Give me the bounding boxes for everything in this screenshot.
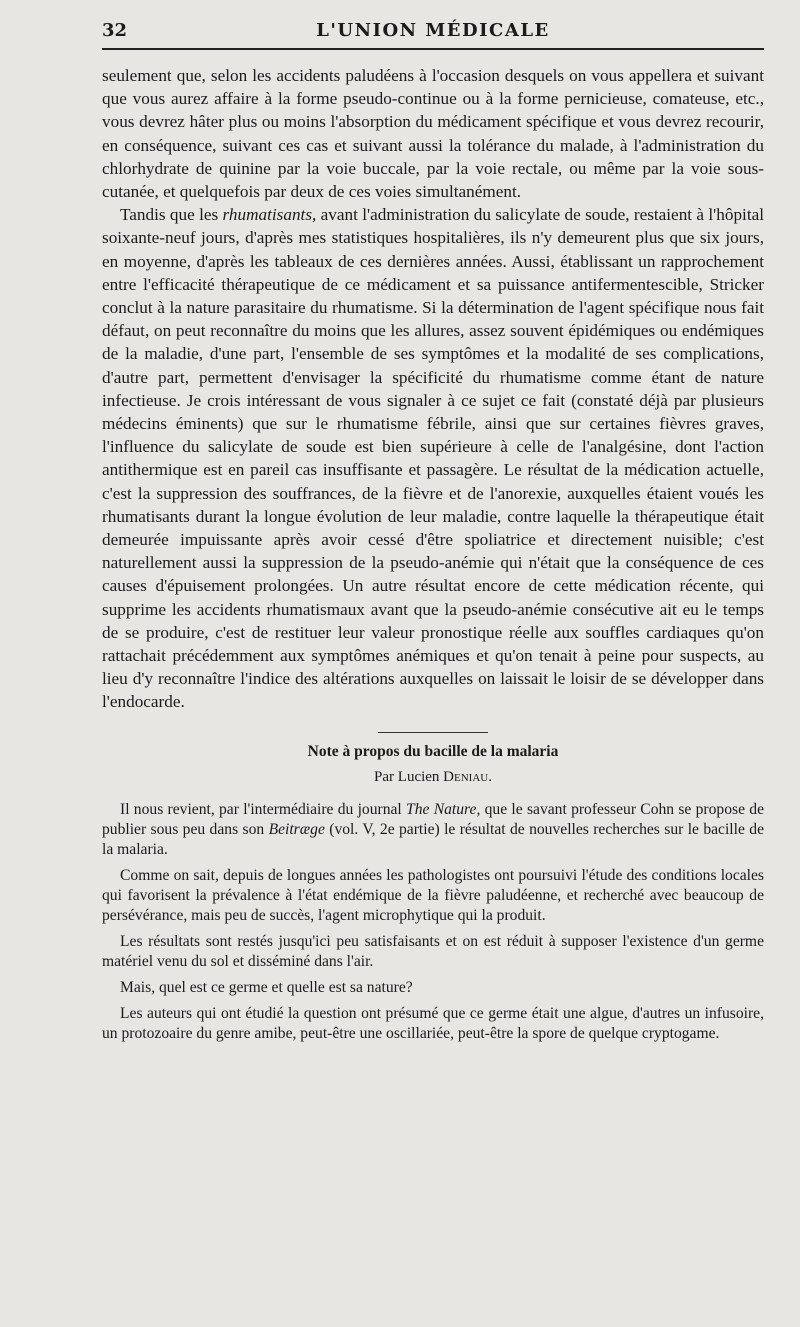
article-body xyxy=(102,64,764,714)
paragraph-text: Comme on sait, depuis de longues années les pathologistes ont poursuivi l'étude des conditions locales qui favorisent la prévalence à l'état endémique de la fièvre paludéenne, et recherché avec beaucoup de persévérance, mais peu de succès, l'agent microphytique qui la produit. xyxy=(102,866,764,924)
note-paragraph-4 xyxy=(102,978,764,998)
article-paragraph-2 xyxy=(102,203,764,713)
article-paragraph-1 xyxy=(102,64,764,203)
author-line xyxy=(102,769,764,786)
note-body xyxy=(102,800,764,1044)
note-paragraph-2 xyxy=(102,866,764,926)
note-paragraph-1 xyxy=(102,800,764,860)
emphasis-the-nature: The Nature, xyxy=(406,800,481,818)
emphasis-beitraege: Beitræge xyxy=(268,820,325,838)
page-number: 32 xyxy=(102,20,128,41)
header-rule xyxy=(102,48,764,50)
section-divider xyxy=(378,732,488,733)
journal-title: L'UNION MÉDICALE xyxy=(316,20,550,41)
paragraph-text: Les résultats sont restés jusqu'ici peu satisfaisants et on est réduit à supposer l'existence d'un germe matériel venu du sol et disséminé dans l'air. xyxy=(102,932,764,970)
running-head xyxy=(102,16,764,46)
note-paragraph-3 xyxy=(102,932,764,972)
paragraph-text: Il nous revient, par l'intermédiaire du journal xyxy=(120,800,407,818)
paragraph-text: avant l'administration du salicylate de soude, restaient à l'hôpital soixante-neuf jours, d'après mes statistiques hospitalières, ils n'y demeurent plus que six jours, en moyenne, d'après les tableaux de ces dernières années. Aussi, établissant un rapprochement entre l'efficacité thérapeutique de ce médicament et sa puissance antifermentescible, Stricker conclut à la nature parasitaire du rhumatisme. Si la détermination de l'agent spécifique nous fait défaut, on peut reconnaître du moins que les allures, assez souvent épidémiques ou endémiques de la maladie, d'une part, l'ensemble de ses symptômes et la modalité de ses complications, d'autre part, permettent d'envisager la spécificité du rhumatisme comme étant de nature infectieuse. Je crois intéressant de vous signaler à ce sujet ce fait (constaté déjà par plusieurs médecins éminents) que sur le rhumatisme fébrile, ainsi que sur certaines fièvres graves, l'influence du salicylate de soude est bien supérieure à celle de l'analgésine, dont l'action antithermique est en pareil cas insuffisante et passagère. Le résultat de la médication actuelle, c'est la suppression des souffrances, de la fièvre et de l'anorexie, auxquelles étaient voués les rhumatisants durant la longue évolution de leur maladie, contre laquelle la thérapeutique était demeurée impuissante après avoir cessé d'être spoliatrice et directement nuisible; c'est naturellement aussi la suppression de la pseudo-anémie qui n'était que la conséquence de ces causes d'épuisement prolongées. Un autre résultat encore de cette médication récente, qui supprime les accidents rhumatismaux avant que la pseudo-anémie consécutive ait eu le temps de se produire, c'est de restituer leur valeur pronostique réelle aux souffles cardiaques qu'on rattachait précédemment aux symptômes anémiques et qu'on tenait à peine pour suspects, au lieu d'y reconnaître l'indice des altérations auxquelles on laissait le loisir de se développer dans l'endocarde. xyxy=(102,205,764,712)
note-paragraph-5 xyxy=(102,1004,764,1044)
paragraph-text: que le savant professeur Cohn se propose de publier sous peu dans son xyxy=(102,800,764,838)
author-name: Deniau. xyxy=(443,768,492,785)
paragraph-text: Mais, quel est ce germe et quelle est sa nature? xyxy=(120,978,413,996)
paragraph-text: (vol. V, 2e partie) le résultat de nouvelles recherches sur le bacille de la malaria. xyxy=(102,820,764,858)
author-prefix: Par Lucien xyxy=(374,768,444,785)
note-title: Note à propos du bacille de la malaria xyxy=(307,742,559,760)
paragraph-text: Tandis que les xyxy=(120,205,223,225)
paragraph-text: seulement que, selon les accidents paludéens à l'occasion desquels on vous appellera et suivant que vous aurez affaire à la forme pseudo-continue ou à la forme pernicieuse, comateuse, etc., vous devrez hâter plus ou moins l'absorption du médicament spécifique et vous devrez recourir, en conséquence, suivant ces cas et suivant aussi la tolérance du malade, à l'administration du chlorhydrate de quinine par la voie buccale, par la voie rectale, ou même par la voie sous-cutanée, et quelquefois par deux de ces voies simultanément. xyxy=(102,66,764,202)
emphasis-rhumatisants: rhumatisants, xyxy=(222,205,317,225)
paragraph-text: Les auteurs qui ont étudié la question ont présumé que ce germe était une algue, d'autres un infusoire, un protozoaire du genre amibe, peut-être une oscillariée, peut-être la spore de quelque cryptogame. xyxy=(102,1004,764,1042)
